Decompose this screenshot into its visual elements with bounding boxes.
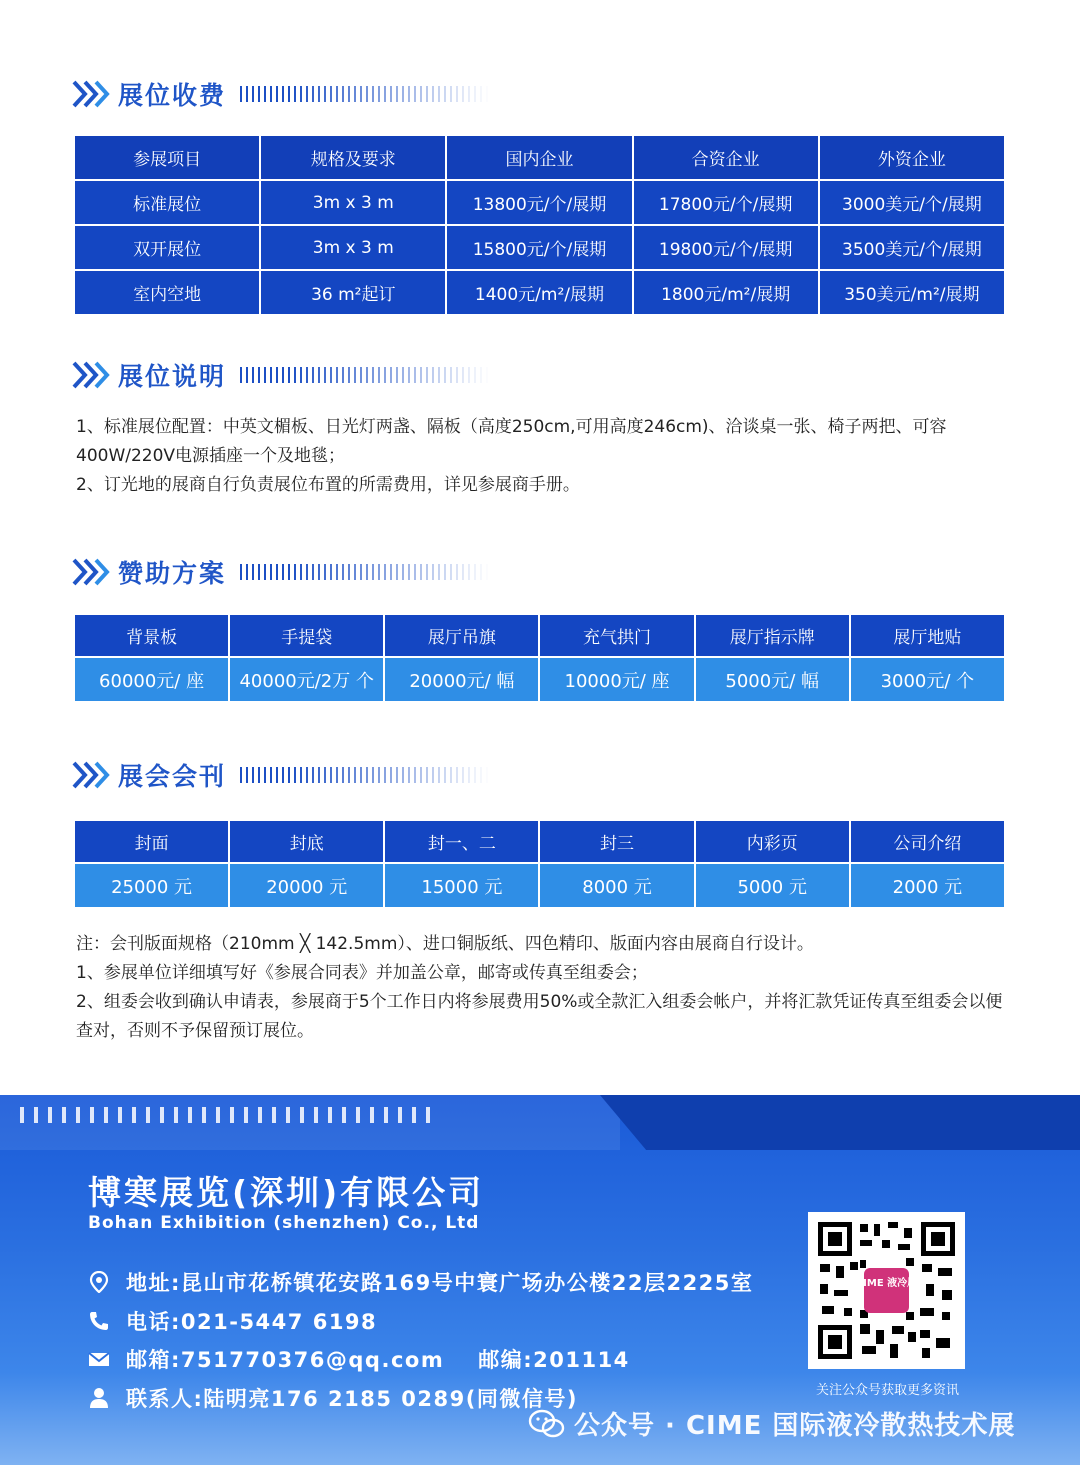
contact-person-text: 联系人:陆明亮176 2185 0289(同微信号): [126, 1387, 578, 1411]
header-cell: 国内企业: [446, 135, 632, 180]
table-header-row: [74, 820, 1005, 863]
footer: [0, 1095, 1080, 1465]
header-cell: 合资企业: [633, 135, 819, 180]
header-cell: 展厅地贴: [850, 614, 1005, 657]
fee-table: [73, 134, 1006, 316]
table-cell: 3000美元/个/展期: [819, 180, 1005, 225]
mail-icon: [88, 1348, 110, 1370]
section-header-sponsor: [72, 554, 490, 590]
description-line: 2、订光地的展商自行负责展位布置的所需费用，详见参展商手册。: [76, 475, 580, 495]
double-chevron-icon: [72, 360, 112, 390]
table-cell: 5000元/ 幅: [695, 657, 850, 702]
wechat-watermark: [528, 1405, 1015, 1442]
header-cell: 公司介绍: [850, 820, 1005, 863]
header-cell: 充气拱门: [539, 614, 694, 657]
table-row: [74, 180, 1005, 225]
table-cell: 20000元/ 幅: [384, 657, 539, 702]
double-chevron-icon: [72, 760, 112, 790]
contact-person-line: [88, 1383, 578, 1413]
table-cell: 3500美元/个/展期: [819, 225, 1005, 270]
header-cell: 封面: [74, 820, 229, 863]
header-cell: 参展项目: [74, 135, 260, 180]
address-text: 地址:昆山市花桥镇花安路169号中寰广场办公楼22层2225室: [126, 1271, 754, 1295]
note-line: 2、组委会收到确认申请表，参展商于5个工作日内将参展费用50%或全款汇入组委会帐户，并将汇款凭证传真至组委会以便查对，否则不予保留预订展位。: [76, 992, 1003, 1041]
table-cell: 15000 元: [384, 863, 539, 908]
table-row: [74, 225, 1005, 270]
table-cell: 20000 元: [229, 863, 384, 908]
table-cell: 3m x 3 m: [260, 180, 446, 225]
section-header-desc: [72, 357, 490, 393]
table-cell: 350美元/m²/展期: [819, 270, 1005, 315]
section-title: 展位收费: [118, 81, 227, 110]
header-cell: 展厅吊旗: [384, 614, 539, 657]
header-cell: 封底: [229, 820, 384, 863]
table-header-row: [74, 614, 1005, 657]
publication-table: [73, 819, 1006, 909]
table-cell: 40000元/2万 个: [229, 657, 384, 702]
note-line: 注：会刊版面规格（210mm ╳ 142.5mm）、进口铜版纸、四色精印、版面内容由展商自行设计。: [76, 934, 814, 954]
section-title: 展位说明: [118, 362, 227, 391]
location-pin-icon: [88, 1271, 110, 1293]
decorative-stripes: [240, 367, 490, 383]
table-cell: 2000 元: [850, 863, 1005, 908]
table-cell: 19800元/个/展期: [633, 225, 819, 270]
table-cell: 8000 元: [539, 863, 694, 908]
section-title: 展会会刊: [118, 762, 227, 791]
qr-code: [808, 1212, 965, 1369]
wechat-text: 公众号 · CIME 国际液冷散热技术展: [574, 1411, 1016, 1441]
table-cell: 3m x 3 m: [260, 225, 446, 270]
header-cell: 背景板: [74, 614, 229, 657]
decorative-stripes: [240, 564, 490, 580]
header-cell: 规格及要求: [260, 135, 446, 180]
section-header-fees: [72, 76, 490, 112]
table-row: [74, 863, 1005, 908]
qr-code-graphic: [816, 1220, 957, 1361]
table-cell: 17800元/个/展期: [633, 180, 819, 225]
table-row: [74, 657, 1005, 702]
qr-logo-text: CIME 液冷展: [855, 1278, 918, 1289]
phone-icon: [88, 1310, 110, 1332]
header-cell: 封三: [539, 820, 694, 863]
table-cell: 10000元/ 座: [539, 657, 694, 702]
email-line: [88, 1344, 630, 1374]
double-chevron-icon: [72, 557, 112, 587]
table-row: [74, 270, 1005, 315]
wechat-icon: [528, 1409, 566, 1439]
table-cell: 25000 元: [74, 863, 229, 908]
table-cell: 3000元/ 个: [850, 657, 1005, 702]
phone-text: 电话:021-5447 6198: [126, 1310, 378, 1334]
table-cell: 60000元/ 座: [74, 657, 229, 702]
person-icon: [88, 1387, 110, 1409]
header-cell: 外资企业: [819, 135, 1005, 180]
booth-description: [76, 413, 1016, 500]
table-header-row: [74, 135, 1005, 180]
table-cell: 5000 元: [695, 863, 850, 908]
table-cell: 15800元/个/展期: [446, 225, 632, 270]
header-cell: 封一、二: [384, 820, 539, 863]
sponsor-table: [73, 613, 1006, 703]
double-chevron-icon: [72, 79, 112, 109]
address-line: [88, 1267, 753, 1297]
description-line: 1、标准展位配置：中英文楣板、日光灯两盏、隔板（高度250cm,可用高度246cm)、洽谈桌一张、椅子两把、可容400W/220V电源插座一个及地毯；: [76, 417, 947, 466]
table-cell: 1400元/m²/展期: [446, 270, 632, 315]
decorative-stripes: [240, 86, 490, 102]
postcode-text: 邮编:201114: [478, 1348, 630, 1372]
header-cell: 展厅指示牌: [695, 614, 850, 657]
section-header-publication: [72, 757, 490, 793]
email-text: 邮箱:751770376@qq.com: [126, 1348, 445, 1372]
note-line: 1、参展单位详细填写好《参展合同表》并加盖公章，邮寄或传真至组委会；: [76, 963, 648, 983]
footer-diagonal-band: [600, 1095, 1080, 1150]
qr-caption: 关注公众号获取更多资讯: [815, 1383, 959, 1398]
table-cell: 双开展位: [74, 225, 260, 270]
footer-stripes: [20, 1107, 440, 1123]
table-cell: 13800元/个/展期: [446, 180, 632, 225]
company-name-cn: 博寒展览(深圳)有限公司: [88, 1173, 485, 1212]
table-cell: 标准展位: [74, 180, 260, 225]
table-cell: 室内空地: [74, 270, 260, 315]
header-cell: 内彩页: [695, 820, 850, 863]
company-name-en: Bohan Exhibition (shenzhen) Co., Ltd: [88, 1213, 480, 1233]
table-cell: 36 m²起订: [260, 270, 446, 315]
section-title: 赞助方案: [118, 559, 227, 588]
decorative-stripes: [240, 767, 490, 783]
notes: [76, 930, 1016, 1046]
header-cell: 手提袋: [229, 614, 384, 657]
phone-line: [88, 1306, 377, 1336]
table-cell: 1800元/m²/展期: [633, 270, 819, 315]
